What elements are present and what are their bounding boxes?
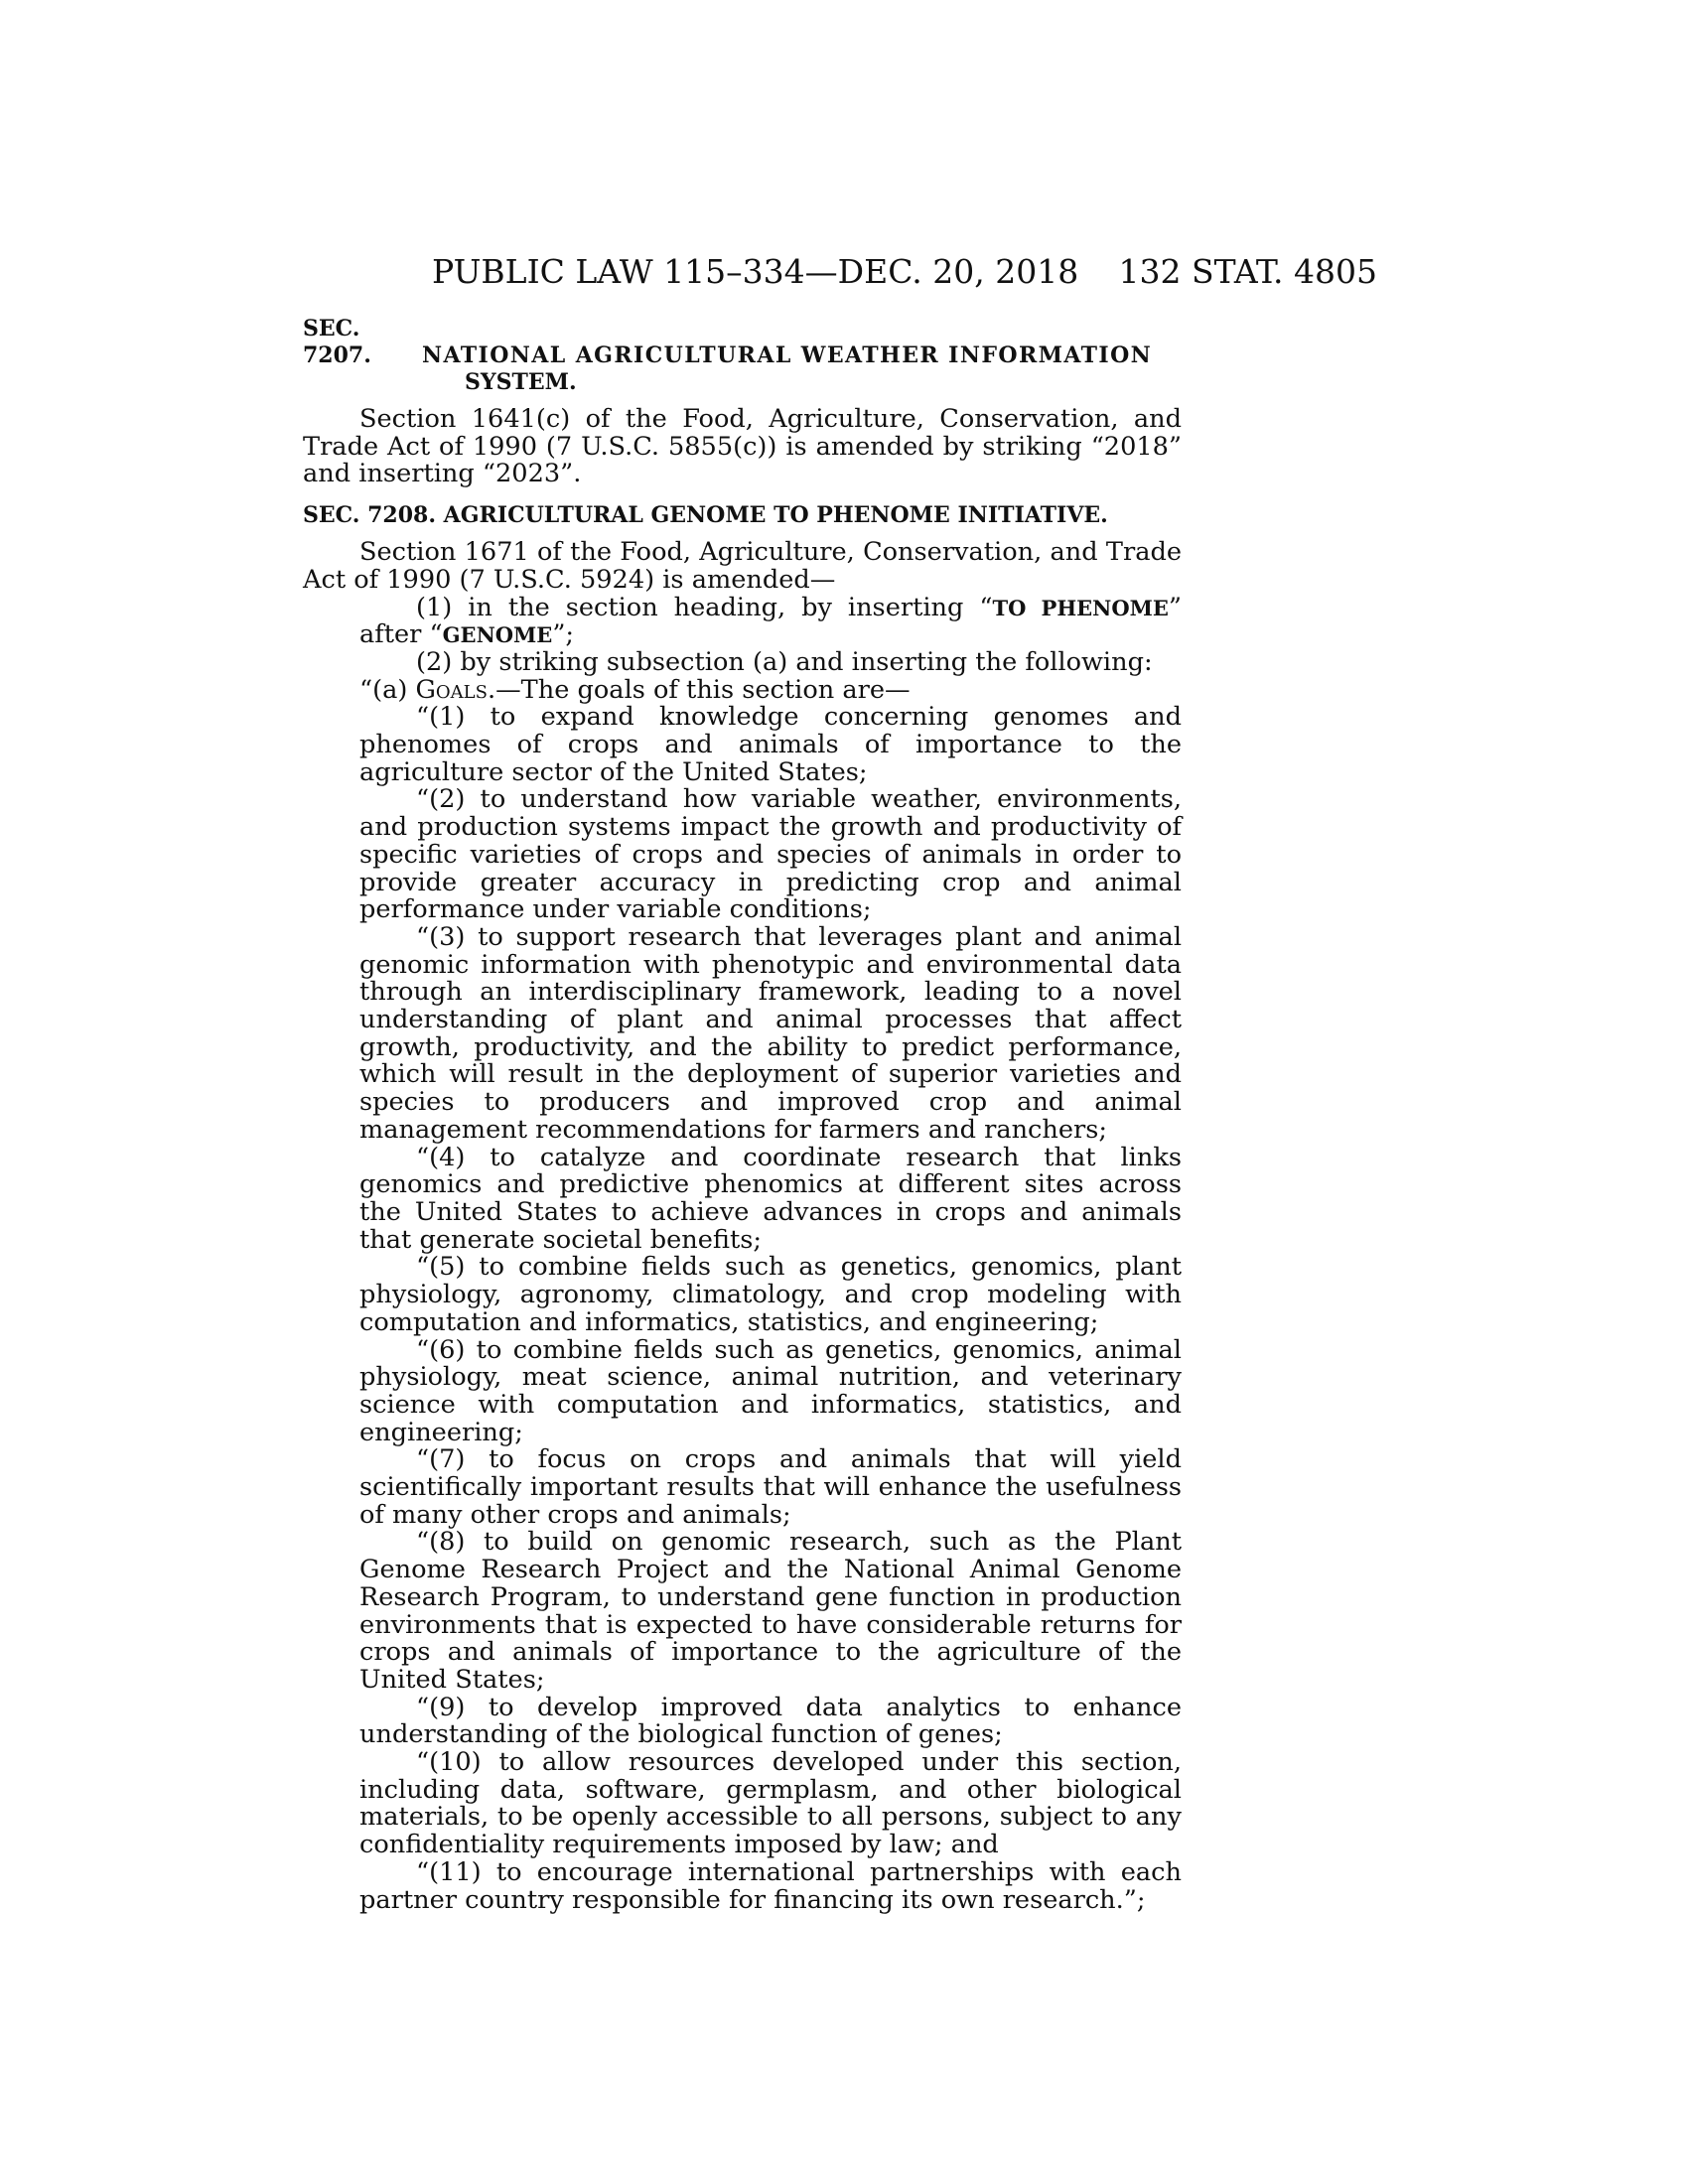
amendment-item-1 (303, 592, 1182, 650)
goal-item: “(7) to focus on crops and animals that will yield scientifically important results that will enhance the usefulness of many other crops and animals; (359, 1444, 1182, 1530)
running-title: PUBLIC LAW 115–334—DEC. 20, 2018 (432, 252, 1079, 291)
section-7207-number: SEC. 7207. (303, 316, 371, 368)
section-7208-heading: SEC. 7208. AGRICULTURAL GENOME TO PHENOME INITIATIVE. (303, 502, 1108, 529)
page-body (303, 316, 1182, 1914)
section-7207-heading (303, 316, 1182, 396)
goal-item: “(2) to understand how variable weather, environments, and production systems impact the growth and productivity of specific varieties of crops and species of animals in order to provide greater accuracy in predicting crop and animal performance under variable conditions; (359, 784, 1182, 925)
goal-item: “(6) to combine fields such as genetics, genomics, animal physiology, meat science, animal nutrition, and veterinary science with computation and informatics, statistics, and engineering; (359, 1334, 1182, 1447)
goal-item: “(3) to support research that leverages plant and animal genomic information with phenotypic and environmental data through an interdisciplinary framework, leading to a novel understanding of plant and animal processes that affect growth, productivity, and the ability to predict performance, which will result in the deployment of superior varieties and species to producers and improved crop and animal management recommendations for farmers and ranchers; (359, 921, 1182, 1145)
amendment-item-1-text (303, 592, 1182, 650)
goal-item: “(1) to expand knowledge concerning genomes and phenomes of crops and animals of importance to the agriculture sector of the United States; (359, 702, 1182, 787)
goal-item: “(4) to catalyze and coordinate research that links genomics and predictive phenomics at different sites across the United States to achieve advances in crops and animals that generate societal benefits; (359, 1142, 1182, 1255)
goal-item: “(10) to allow resources developed under this section, including data, software, germplasm, and other biological materials, to be openly accessible to all persons, subject to any confidentiality requirements imposed by law; and (359, 1747, 1182, 1860)
item1-post: ”; (552, 619, 575, 650)
stat-reference: 132 STAT. 4805 (1118, 252, 1377, 291)
goal-item: “(8) to build on genomic research, such as the Plant Genome Research Project and the National Animal Genome Research Program, to understand gene function in production environments that is expected to have considerable returns for crops and animals of importance to the agriculture of the United States; (359, 1527, 1182, 1695)
goals-prefix: “(a) (359, 674, 416, 705)
goals-subsection-intro (359, 674, 1182, 705)
goal-item: “(5) to combine fields such as genetics, genomics, plant physiology, agronomy, climatology, and crop modeling with computation and informatics, statistics, and engineering; (359, 1252, 1182, 1337)
section-7207-title-line1: NATIONAL AGRICULTURAL WEATHER INFORMATION (422, 342, 1153, 368)
goals-label: Goals (415, 674, 488, 705)
goal-item: “(11) to encourage international partnerships with each partner country responsible for financing its own research.”; (359, 1856, 1182, 1915)
goals-intro: .—The goals of this section are— (487, 674, 911, 705)
item1-pre: (1) in the section heading, by inserting “ (416, 592, 993, 622)
section-7207-title-line2: SYSTEM. (465, 369, 577, 395)
item1-mid: ” after “ (359, 592, 1182, 650)
section-7208-intro: Section 1671 of the Food, Agriculture, Conservation, and Trade Act of 1990 (7 U.S.C. 5924) is amended— (303, 537, 1182, 595)
section-7207-body: Section 1641(c) of the Food, Agriculture, Conservation, and Trade Act of 1990 (7 U.S.C. 5855(c)) is amended by striking “2018” and inserting “2023”. (303, 404, 1182, 489)
amendment-item-2 (303, 646, 1182, 705)
amendment-item-2-text: (2) by striking subsection (a) and inserting the following: (416, 646, 1153, 677)
item1-bold-genome: GENOME (442, 622, 553, 648)
item1-bold-phenome: TO PHENOME (992, 595, 1169, 620)
goal-item: “(9) to develop improved data analytics to enhance understanding of the biological function of genes; (359, 1692, 1182, 1750)
goals-list (303, 704, 1182, 1914)
running-head (303, 252, 1377, 292)
